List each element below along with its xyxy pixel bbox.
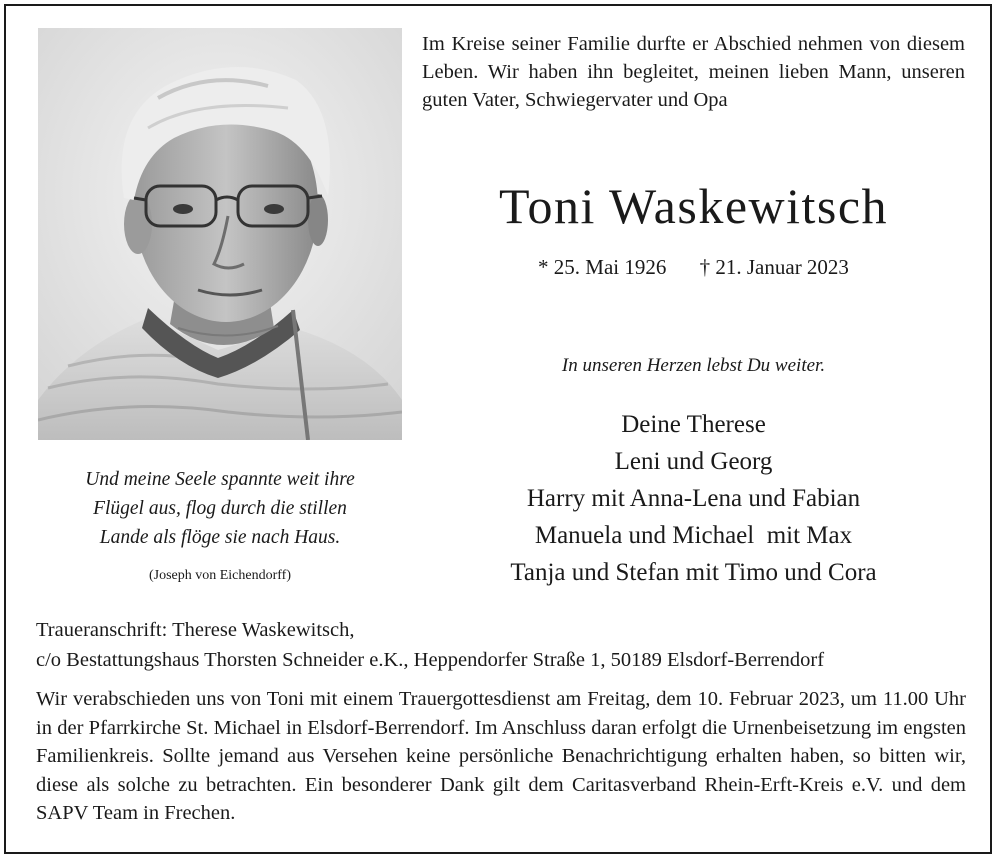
mourner-line: Harry mit Anna-Lena und Fabian [526, 485, 861, 512]
portrait-photo [38, 28, 402, 440]
intro-text: Im Kreise seiner Familie durfte er Abschied nehmen von diesem Leben. Wir haben ihn begleitet, meinen lieben Mann, unseren guten Vater, Schwiegervater und Opa [422, 33, 965, 111]
poem-line: Flügel aus, flog durch die stillen [93, 498, 347, 519]
birth-date: * 25. Mai 1926 [538, 255, 667, 279]
deceased-name: Toni Waskewitsch [498, 178, 889, 234]
motto: In unseren Herzen lebst Du weiter. [561, 355, 826, 376]
death-date: † 21. Januar 2023 [699, 255, 849, 279]
mourner-line: Tanja und Stefan mit Timo und Cora [510, 559, 877, 586]
mourners-list [422, 406, 965, 591]
life-dates [422, 255, 965, 280]
address-line: Traueranschrift: Therese Waskewitsch, [36, 619, 355, 641]
mourner-line: Manuela und Michael mit Max [534, 522, 853, 549]
poem-line: Und meine Seele spannte weit ihre [85, 469, 355, 490]
poem [38, 465, 402, 552]
poem-line: Lande als flöge sie nach Haus. [99, 527, 341, 548]
service-information: Wir verabschieden uns von Toni mit einem Trauergottesdienst am Freitag, dem 10. Februar 2023, um 11.00 Uhr in der Pfarrkirche St. Michael in Elsdorf-Berrendorf. Im Anschluss daran erfolgt die Urnenbeisetzung im engsten Familienkreis. Sollte jemand aus Versehen keine persönliche Benachrichtigung erhalten haben, so bitten wir, diese als solche zu betrachten. Ein besonderer Dank gilt dem Caritasverband Rhein-Erft-Kreis e.V. und dem SAPV Team in Frechen. [36, 688, 966, 824]
mourner-line: Leni und Georg [614, 448, 773, 475]
address-line: c/o Bestattungshaus Thorsten Schneider e.K., Heppendorfer Straße 1, 50189 Elsdorf-Berrendorf [36, 649, 825, 671]
mourner-line: Deine Therese [621, 411, 766, 438]
poem-author: (Joseph von Eichendorff) [148, 568, 292, 583]
mourning-address [36, 615, 966, 675]
